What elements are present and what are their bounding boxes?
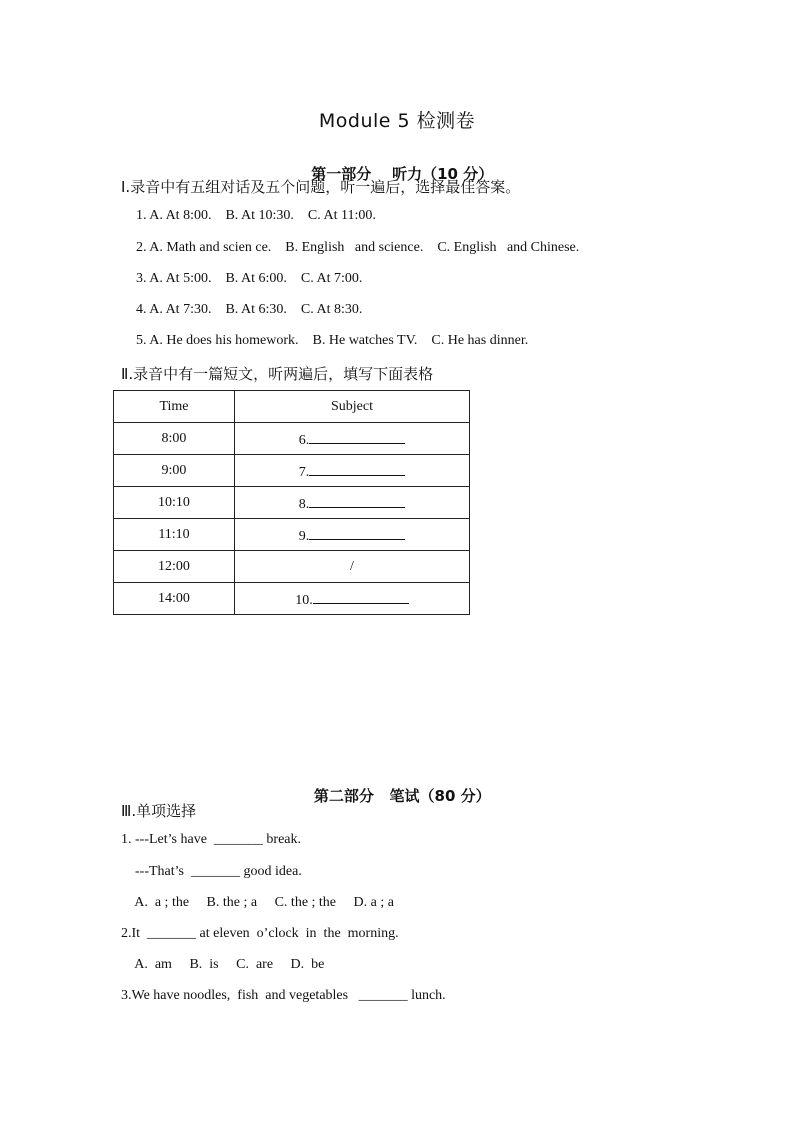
section1-heading: Ⅰ.录音中有五组对话及五个问题，听一遍后，选择最佳答案。: [121, 178, 521, 196]
time-cell: 10:10: [114, 487, 235, 519]
mc-question-3: 3.We have noodles, fish and vegetables _______ lunch.: [121, 988, 446, 1003]
answer-blank: [309, 493, 405, 508]
time-cell: 11:10: [114, 519, 235, 551]
mc-question-2-options: A. am B. is C. are D. be: [121, 957, 325, 972]
table-header-row: [114, 391, 470, 423]
question-4: 4. A. At 7:30. B. At 6:30. C. At 8:30.: [136, 302, 363, 317]
time-cell: 9:00: [114, 455, 235, 487]
answer-blank: [309, 525, 405, 540]
subject-cell: [235, 487, 470, 519]
table-row: [114, 519, 470, 551]
answer-blank: [309, 429, 405, 444]
table-row: [114, 423, 470, 455]
time-cell: 12:00: [114, 551, 235, 583]
subject-cell: /: [235, 551, 470, 583]
subject-number: 9.: [298, 528, 310, 544]
header-subject: Subject: [235, 391, 470, 423]
part1-subtitle: 听力（10 分）: [392, 165, 494, 183]
subject-number: 6.: [298, 432, 310, 448]
table-row: [114, 583, 470, 615]
part2-subtitle: 笔试（80 分）: [389, 787, 491, 805]
page-title: Module 5 检测卷: [318, 110, 476, 132]
mc-question-1-reply: ---That’s _______ good idea.: [121, 864, 302, 879]
mc-question-1: 1. ---Let’s have _______ break.: [121, 832, 301, 847]
section3-heading: Ⅲ.单项选择: [121, 802, 197, 820]
header-time: Time: [114, 391, 235, 423]
subject-number: 10.: [295, 592, 313, 608]
question-5: 5. A. He does his homework. B. He watches TV. C. He has dinner.: [136, 333, 529, 348]
mc-question-2: 2.It _______ at eleven o’clock in the morning.: [121, 926, 399, 941]
section2-heading: Ⅱ.录音中有一篇短文，听两遍后，填写下面表格: [121, 365, 434, 383]
time-cell: 14:00: [114, 583, 235, 615]
table-row: [114, 551, 470, 583]
subject-table: [113, 390, 470, 615]
subject-cell: [235, 455, 470, 487]
time-cell: 8:00: [114, 423, 235, 455]
table-row: [114, 487, 470, 519]
question-3: 3. A. At 5:00. B. At 6:00. C. At 7:00.: [136, 271, 363, 286]
subject-cell: [235, 583, 470, 615]
part2-heading: [0, 767, 794, 806]
mc-question-1-options: A. a ; the B. the ; a C. the ; the D. a ; a: [121, 895, 394, 910]
subject-number: 8.: [298, 496, 310, 512]
part1-title: 第一部分: [311, 165, 372, 183]
subject-cell: [235, 519, 470, 551]
question-1: 1. A. At 8:00. B. At 10:30. C. At 11:00.: [136, 208, 376, 223]
answer-blank: [309, 461, 405, 476]
subject-number: 7.: [298, 464, 310, 480]
answer-blank: [313, 589, 409, 604]
part2-title: 第二部分: [313, 787, 374, 805]
table-row: [114, 455, 470, 487]
question-2: 2. A. Math and scien ce. B. English and science. C. English and Chinese.: [136, 240, 580, 255]
subject-cell: [235, 423, 470, 455]
